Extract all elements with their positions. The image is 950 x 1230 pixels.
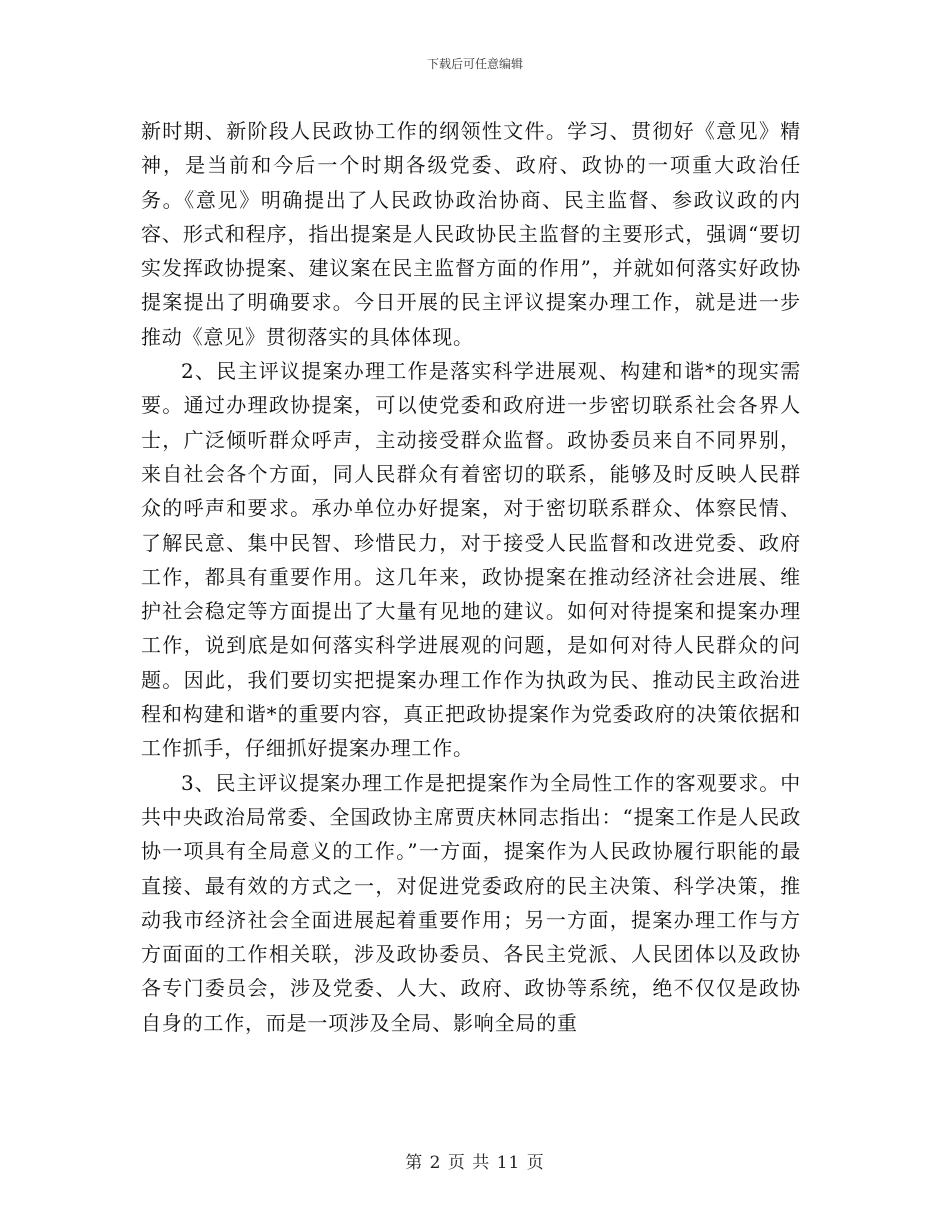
paragraph-point-2: 2、民主评议提案办理工作是落实科学进展观、构建和谐*的现实需要。通过办理政协提案，可以使党委和政府进一步密切联系社会各界人士，广泛倾听群众呼声，主动接受群众监督。政协委员来自不同界别，来自社会各个方面，同人民群众有着密切的联系，能够及时反映人民群众的呼声和要求。承办单位办好提案，对于密切联系群众、体察民情、了解民意、集中民智、珍惜民力，对于接受人民监督和改进党委、政府工作，都具有重要作用。这几年来，政协提案在推动经济社会进展、维护社会稳定等方面提出了大量有见地的建议。如何对待提案和提案办理工作，说到底是如何落实科学进展观的问题，是如何对待人民群众的问题。因此，我们要切实把提案办理工作作为执政为民、推动民主政治进程和构建和谐*的重要内容，真正把政协提案作为党委政府的决策依据和工作抓手，仔细抓好提案办理工作。 [141,359,801,761]
page-number: 第 2 页 共 11 页 [405,1153,545,1173]
document-body [141,114,801,1040]
page-header: 下载后可任意编辑 [426,57,523,71]
paragraph-continued: 新时期、新阶段人民政协工作的纲领性文件。学习、贯彻好《意见》精神，是当前和今后一个时期各级党委、政府、政协的一项重大政治任务。《意见》明确提出了人民政协政治协商、民主监督、参政议政的内容、形式和程序，指出提案是人民政协民主监督的主要形式，强调“要切实发挥政协提案、建议案在民主监督方面的作用”，并就如何落实好政协提案提出了明确要求。今日开展的民主评议提案办理工作，就是进一步推动《意见》贯彻落实的具体体现。 [141,119,801,349]
paragraph-point-3: 3、民主评议提案办理工作是把提案作为全局性工作的客观要求。中共中央政治局常委、全国政协主席贾庆林同志指出：“提案工作是人民政协一项具有全局意义的工作。”一方面，提案作为人民政协履行职能的最直接、最有效的方式之一，对促进党委政府的民主决策、科学决策，推动我市经济社会全面进展起着重要作用；另一方面，提案办理工作与方方面面的工作相关联，涉及政协委员、各民主党派、人民团体以及政协各专门委员会，涉及党委、人大、政府、政协等系统，绝不仅仅是政协自身的工作，而是一项涉及全局、影响全局的重 [141,770,801,1035]
